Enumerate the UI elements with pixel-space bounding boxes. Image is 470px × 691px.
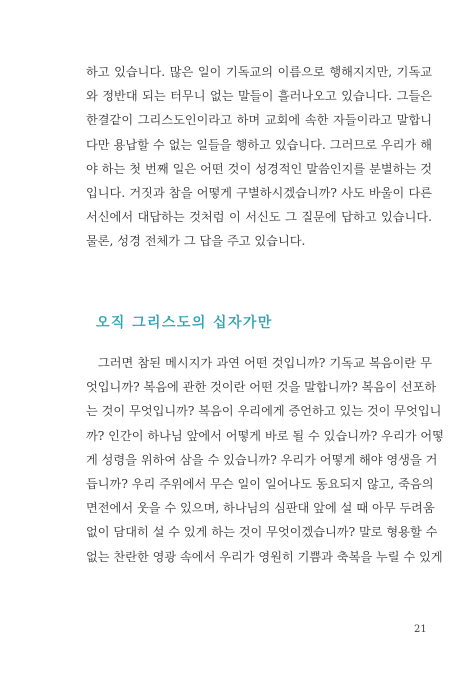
text-line: 까? 인간이 하나님 앞에서 어떻게 바로 될 수 있습니까? 우리가 어떻 [86, 428, 444, 443]
section-heading: 오직 그리스도의 십자가만 [96, 315, 273, 331]
text-line: 야 하는 첫 번째 일은 어떤 것이 성경적인 말씀인지를 분별하는 것 [86, 161, 432, 176]
text-line: 한결같이 그리스도인이라고 하며 교회에 속한 자들이라고 말합니 [86, 113, 432, 128]
text-line: 그러면 참된 메시지가 과연 어떤 것입니까? 기독교 복음이란 무 [98, 356, 432, 370]
page-number: 21 [414, 624, 427, 635]
text-line: 입니다. 거짓과 참을 어떻게 구별하시겠습니까? 사도 바울이 다른 [86, 185, 432, 200]
text-line: 없이 담대히 설 수 있게 하는 것이 무엇이겠습니까? 말로 형용할 수 [86, 525, 438, 540]
text-line: 게 성령을 위하여 삼을 수 있습니까? 우리가 어떻게 해야 영생을 거 [86, 452, 438, 467]
text-line: 와 정반대 되는 터무니 없는 말들이 흘러나오고 있습니다. 그들은 [86, 89, 432, 104]
text-line: 듭니까? 우리 주위에서 무슨 일이 일어나도 동요되지 않고, 죽음의 [86, 476, 434, 491]
text-line: 없는 찬란한 영광 속에서 우리가 영원히 기쁨과 축복을 누릴 수 있게 [86, 549, 443, 564]
text-line: 서신에서 대답하는 것처럼 이 서신도 그 질문에 답하고 있습니다. [86, 210, 432, 225]
text-line: 면전에서 웃을 수 있으며, 하나님의 심판대 앞에 설 때 아무 두려움 [86, 501, 435, 516]
body-paragraph-1 [86, 60, 432, 254]
text-line: 는 것이 무엇입니까? 복음이 우리에게 증언하고 있는 것이 무엇입니 [86, 404, 442, 419]
text-line: 다만 용납할 수 없는 일들을 행하고 있습니다. 그러므로 우리가 해 [86, 137, 432, 152]
text-line: 물론, 성경 전체가 그 답을 주고 있습니다. [86, 234, 306, 249]
text-line: 하고 있습니다. 많은 일이 기독교의 이름으로 행해지지만, 기독교 [86, 65, 432, 79]
body-paragraph-2 [86, 351, 444, 569]
text-line: 엇입니까? 복음에 관한 것이란 어떤 것을 말합니까? 복음이 선포하 [86, 380, 437, 395]
